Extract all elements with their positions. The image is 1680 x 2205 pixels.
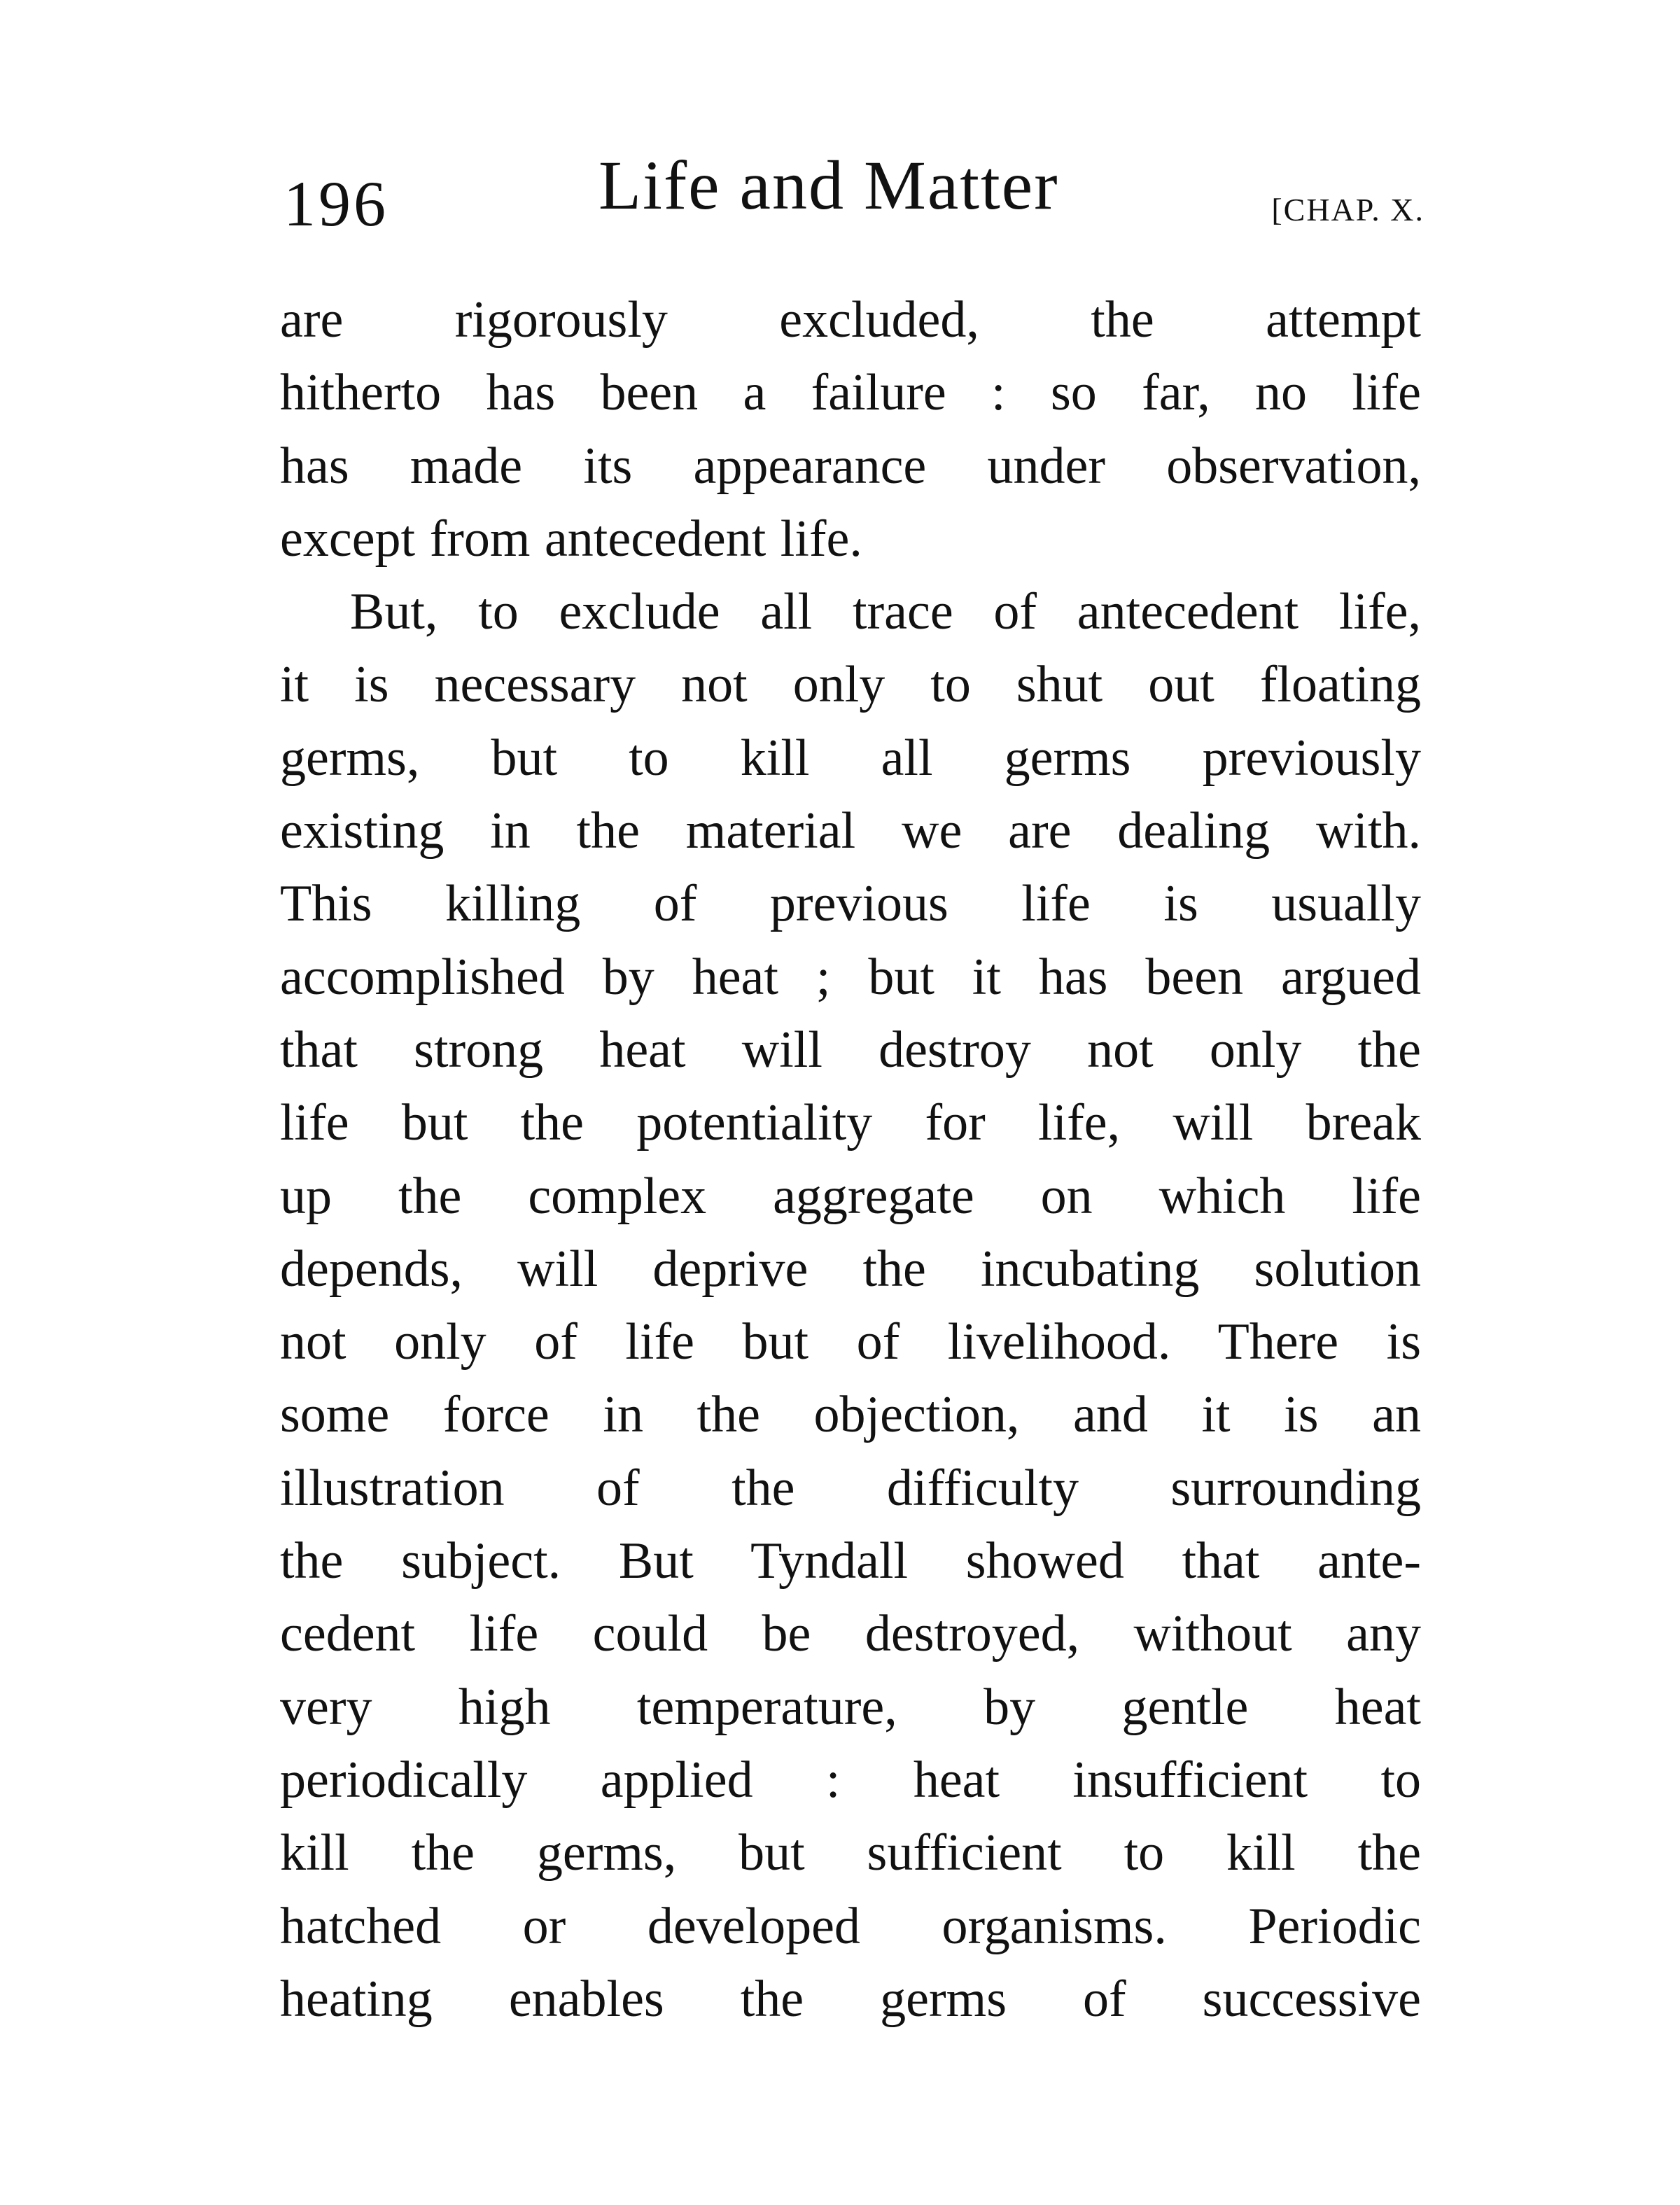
text-line: some force in the objection, and it is an bbox=[280, 1386, 1421, 1444]
text-line: not only of life but of livelihood. There is bbox=[280, 1313, 1421, 1371]
text-line: illustration of the difficulty surrounding bbox=[280, 1459, 1421, 1517]
text-line: hitherto has been a failure : so far, no life bbox=[280, 364, 1421, 422]
text-line: germs, but to kill all germs previously bbox=[280, 729, 1421, 787]
body-text bbox=[280, 284, 1421, 2036]
text-line: that strong heat will destroy not only the bbox=[280, 1021, 1421, 1079]
text-line: accomplished by heat ; but it has been argued bbox=[280, 948, 1421, 1006]
text-line: it is necessary not only to shut out floating bbox=[280, 656, 1421, 714]
text-line: up the complex aggregate on which life bbox=[280, 1167, 1421, 1225]
text-line: the subject. But Tyndall showed that ante- bbox=[280, 1532, 1421, 1590]
text-line: cedent life could be destroyed, without any bbox=[280, 1605, 1421, 1663]
text-line: hatched or developed organisms. Periodic bbox=[280, 1897, 1421, 1955]
text-line: periodically applied : heat insufficient to bbox=[280, 1751, 1421, 1809]
text-line: has made its appearance under observation, bbox=[280, 437, 1421, 495]
text-line: kill the germs, but sufficient to kill the bbox=[280, 1824, 1421, 1882]
page-number: 196 bbox=[284, 168, 388, 239]
text-line: depends, will deprive the incubating solution bbox=[280, 1240, 1421, 1298]
chapter-reference: [CHAP. X. bbox=[1271, 192, 1424, 227]
running-title: Life and Matter bbox=[598, 146, 1059, 224]
text-line: life but the potentiality for life, will break bbox=[280, 1094, 1421, 1152]
text-line: are rigorously excluded, the attempt bbox=[280, 291, 1421, 349]
text-line: This killing of previous life is usually bbox=[280, 875, 1421, 933]
running-head bbox=[284, 146, 1424, 241]
text-line: existing in the material we are dealing with. bbox=[280, 802, 1421, 860]
text-line: very high temperature, by gentle heat bbox=[280, 1678, 1421, 1736]
text-line: heating enables the germs of successive bbox=[280, 1970, 1421, 2028]
text-line: except from antecedent life. bbox=[280, 510, 862, 568]
text-line: But, to exclude all trace of antecedent life, bbox=[350, 583, 1421, 641]
